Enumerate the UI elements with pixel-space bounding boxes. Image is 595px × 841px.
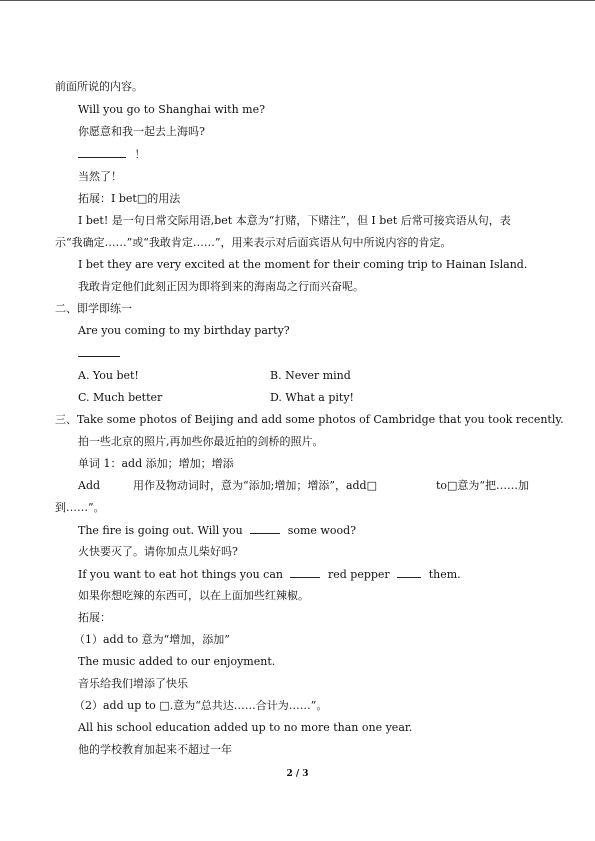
text-line: I bet! 是一句日常交际用语,bet 本意为“打赌，下赌注”，但 I bet 后常可接宾语从句，表	[78, 214, 511, 227]
chinese-translation: 音乐给我们增添了快乐	[78, 677, 188, 690]
english-sentence: Will you go to Shanghai with me?	[78, 103, 266, 116]
usage-text: 用作及物动词时，意为“添加;增加；增添”，add□	[133, 479, 377, 492]
option-c[interactable]: C. Much better	[78, 391, 163, 404]
answer-blank[interactable]	[78, 147, 126, 158]
chinese-translation: 当然了！	[78, 170, 122, 183]
text-line: （1）add to 意为“增加，添加”	[74, 633, 230, 646]
exclamation-mark: ！	[134, 148, 146, 161]
chinese-translation: 我敢肯定他们此刻正因为即将到来的海南岛之行而兴奋呢。	[78, 280, 364, 293]
section-heading: 二、即学即练一	[55, 302, 132, 315]
sentence-part: them.	[428, 568, 461, 581]
answer-blank[interactable]	[397, 567, 421, 578]
english-sentence: All his school education added up to no more than one year.	[78, 721, 413, 734]
word-add: Add	[78, 479, 101, 492]
sentence-part: The fire is going out. Will you	[78, 524, 243, 537]
usage-text: to□意为“把……加	[436, 479, 530, 492]
chinese-translation: 如果你想吃辣的东西可，以在上面加些红辣椒。	[78, 589, 309, 602]
text-line: 示“我确定……”或“我敢肯定……”，用来表示对后面宾语从句中所说内容的肯定。	[55, 236, 452, 249]
fill-blank-sentence	[78, 523, 356, 538]
option-a[interactable]: A. You bet!	[78, 369, 139, 382]
chinese-translation: 他的学校教育加起来不超过一年	[78, 743, 232, 756]
fill-blank-sentence	[78, 567, 461, 582]
answer-blank[interactable]	[250, 523, 280, 534]
page-number: 2 / 3	[286, 769, 309, 779]
sentence-part: some wood?	[287, 524, 357, 537]
text-line: 到……”。	[55, 501, 105, 514]
question-text: Are you coming to my birthday party?	[78, 324, 290, 337]
option-d[interactable]: D. What a pity!	[270, 391, 354, 404]
chinese-translation: 火快要灭了。请你加点儿柴好吗?	[78, 545, 238, 558]
extension-heading: 拓展：	[78, 611, 111, 624]
english-sentence: I bet they are very excited at the moment for their coming trip to Hainan Island.	[78, 258, 528, 271]
sentence-part: red pepper	[327, 568, 390, 581]
page-top-rule	[0, 0, 595, 1]
text-line	[78, 479, 530, 493]
text-line: 前面所说的内容。	[55, 80, 143, 93]
section-heading: 三、Take some photos of Beijing and add some photos of Cambridge that you took recently.	[55, 413, 564, 426]
text-line: （2）add up to □.意为“总共达……合计为……”。	[74, 699, 328, 712]
vocabulary-heading: 单词 1：add 添加；增加；增添	[78, 457, 234, 470]
sentence-part: If you want to eat hot things you can	[78, 568, 283, 581]
answer-blank-line	[78, 346, 120, 361]
english-sentence: The music added to our enjoyment.	[78, 655, 276, 668]
answer-blank[interactable]	[78, 346, 120, 357]
chinese-translation: 拍一些北京的照片,再加些你最近拍的剑桥的照片。	[78, 435, 324, 448]
option-b[interactable]: B. Never mind	[270, 369, 351, 382]
answer-blank[interactable]	[290, 567, 320, 578]
chinese-translation: 你愿意和我一起去上海吗?	[78, 125, 205, 138]
extension-heading: 拓展：I bet□的用法	[78, 192, 181, 205]
answer-blank-line	[78, 147, 146, 162]
